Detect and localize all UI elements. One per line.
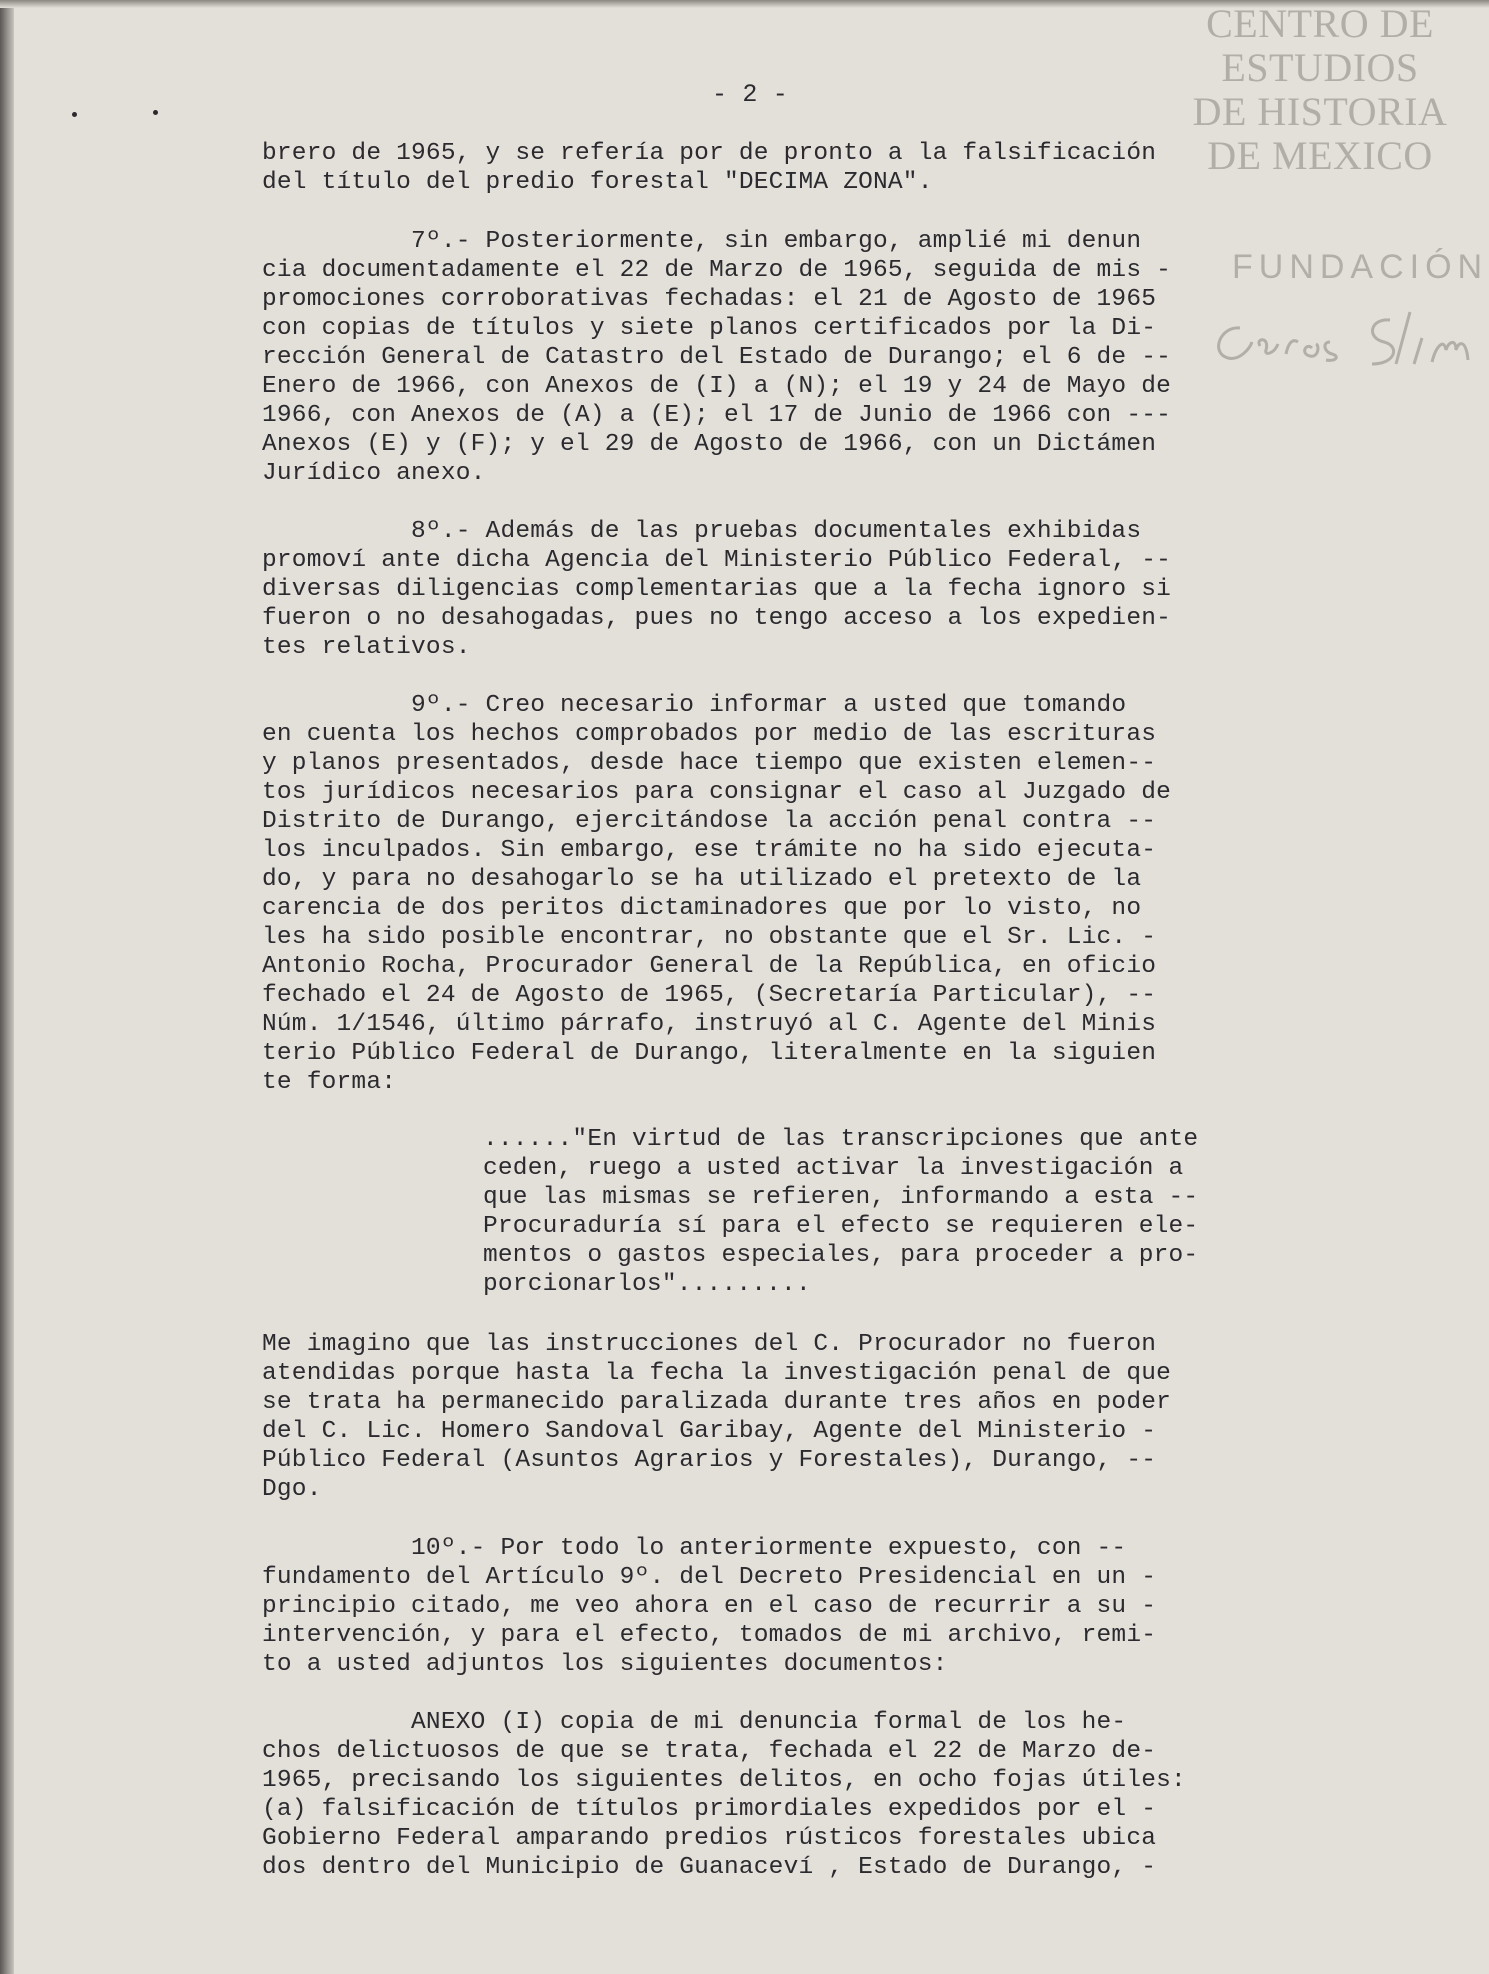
margin-mark-right [153,110,158,115]
body-text-line: y planos presentados, desde hace tiempo que existen elemen-- [262,750,1157,777]
body-text-line: Núm. 1/1546, último párrafo, instruyó al C. Agente del Minis [262,1011,1157,1038]
body-text-line: fundamento del Artículo 9º. del Decreto Presidencial en un - [262,1564,1157,1591]
body-text-line: 1965, precisando los siguientes delitos, en ocho fojas útiles: [262,1767,1186,1794]
margin-mark-left [72,112,77,117]
body-text-line: intervención, y para el efecto, tomados de mi archivo, remi- [262,1622,1157,1649]
body-text-line: do, y para no desahogarlo se ha utilizado el pretexto de la [262,866,1142,893]
page-number: - 2 - [712,80,789,109]
body-text-line: Gobierno Federal amparando predios rústicos forestales ubica [262,1825,1157,1852]
body-text-line: del título del predio forestal "DECIMA ZONA". [262,169,933,196]
watermark-foundation: FUNDACIÓN [1232,248,1489,286]
body-text-line: tos jurídicos necesarios para consignar el caso al Juzgado de [262,779,1172,806]
body-text-line: 10º.- Por todo lo anteriormente expuesto, con -- [262,1535,1127,1562]
body-text-line: 1966, con Anexos de (A) a (E); el 17 de Junio de 1966 con --- [262,402,1172,429]
watermark-line: CENTRO DE [1206,1,1434,46]
body-text-line: ANEXO (I) copia de mi denuncia formal de los he- [262,1709,1127,1736]
body-text-line: Enero de 1966, con Anexos de (I) a (N); el 19 y 24 de Mayo de [262,373,1172,400]
body-text-line: del C. Lic. Homero Sandoval Garibay, Agente del Ministerio - [262,1418,1157,1445]
body-text-line: 8º.- Además de las pruebas documentales exhibidas [262,518,1142,545]
body-text-line: brero de 1965, y se refería por de pronto a la falsificación [262,140,1157,167]
body-text-line: promociones corroborativas fechadas: el 21 de Agosto de 1965 [262,286,1157,313]
body-text-line: Distrito de Durango, ejercitándose la acción penal contra -- [262,808,1157,835]
body-text-line: Me imagino que las instrucciones del C. Procurador no fueron [262,1331,1157,1358]
quoted-text-line: que las mismas se refieren, informando a esta -- [483,1184,1199,1211]
body-text-line: Antonio Rocha, Procurador General de la República, en oficio [262,953,1157,980]
body-text-line: diversas diligencias complementarias que a la fecha ignoro si [262,576,1172,603]
quoted-text-line: ceden, ruego a usted activar la investigación a [483,1155,1184,1182]
watermark-line: DE HISTORIA [1192,89,1448,134]
body-text-line: les ha sido posible encontrar, no obstante que el Sr. Lic. - [262,924,1157,951]
body-text-line: se trata ha permanecido paralizada durante tres años en poder [262,1389,1172,1416]
body-text-line: (a) falsificación de títulos primordiales expedidos por el - [262,1796,1157,1823]
body-text-line: atendidas porque hasta la fecha la investigación penal de que [262,1360,1172,1387]
body-text-line: rección General de Catastro del Estado de Durango; el 6 de -- [262,344,1172,371]
archive-watermark [1160,2,1480,202]
watermark-line: DE MEXICO [1207,133,1433,178]
body-text-line: Dgo. [262,1476,322,1503]
body-text-line: 7º.- Posteriormente, sin embargo, amplié mi denun [262,228,1142,255]
quoted-text-line: Procuraduría sí para el efecto se requieren ele- [483,1213,1199,1240]
body-text-line: con copias de títulos y siete planos certificados por la Di- [262,315,1157,342]
page-edge-shadow-left [0,0,14,1974]
body-text-line: te forma: [262,1069,397,1096]
body-text-line: principio citado, me veo ahora en el caso de recurrir a su - [262,1593,1157,1620]
watermark-line: ESTUDIOS [1221,45,1419,90]
quoted-text-line: ......"En virtud de las transcripciones que ante [483,1126,1199,1153]
body-text-line: tes relativos. [262,634,471,661]
quoted-text-line: mentos o gastos especiales, para proceder a pro- [483,1242,1199,1269]
body-text-line: fechado el 24 de Agosto de 1965, (Secretaría Particular), -- [262,982,1157,1009]
body-text-line: to a usted adjuntos los siguientes documentos: [262,1651,948,1678]
body-text-line: 9º.- Creo necesario informar a usted que tomando [262,692,1127,719]
body-text-line: en cuenta los hechos comprobados por medio de las escrituras [262,721,1157,748]
body-text-line: Anexos (E) y (F); y el 29 de Agosto de 1966, con un Dictámen [262,431,1157,458]
body-text-line: chos delictuosos de que se trata, fechada el 22 de Marzo de- [262,1738,1157,1765]
body-text-line: fueron o no desahogadas, pues no tengo acceso a los expedien- [262,605,1172,632]
watermark-signature-logo [1200,298,1489,388]
body-text-line: carencia de dos peritos dictaminadores que por lo visto, no [262,895,1142,922]
body-text-line: Público Federal (Asuntos Agrarios y Forestales), Durango, -- [262,1447,1157,1474]
body-text-line: terio Público Federal de Durango, literalmente en la siguien [262,1040,1157,1067]
body-text-line: dos dentro del Municipio de Guanaceví , Estado de Durango, - [262,1854,1157,1881]
body-text-line: cia documentadamente el 22 de Marzo de 1965, seguida de mis - [262,257,1172,284]
quoted-text-line: porcionarlos"......... [483,1271,811,1298]
body-text-line: los inculpados. Sin embargo, ese trámite no ha sido ejecuta- [262,837,1157,864]
body-text-line: promoví ante dicha Agencia del Ministerio Público Federal, -- [262,547,1172,574]
body-text-line: Jurídico anexo. [262,460,486,487]
